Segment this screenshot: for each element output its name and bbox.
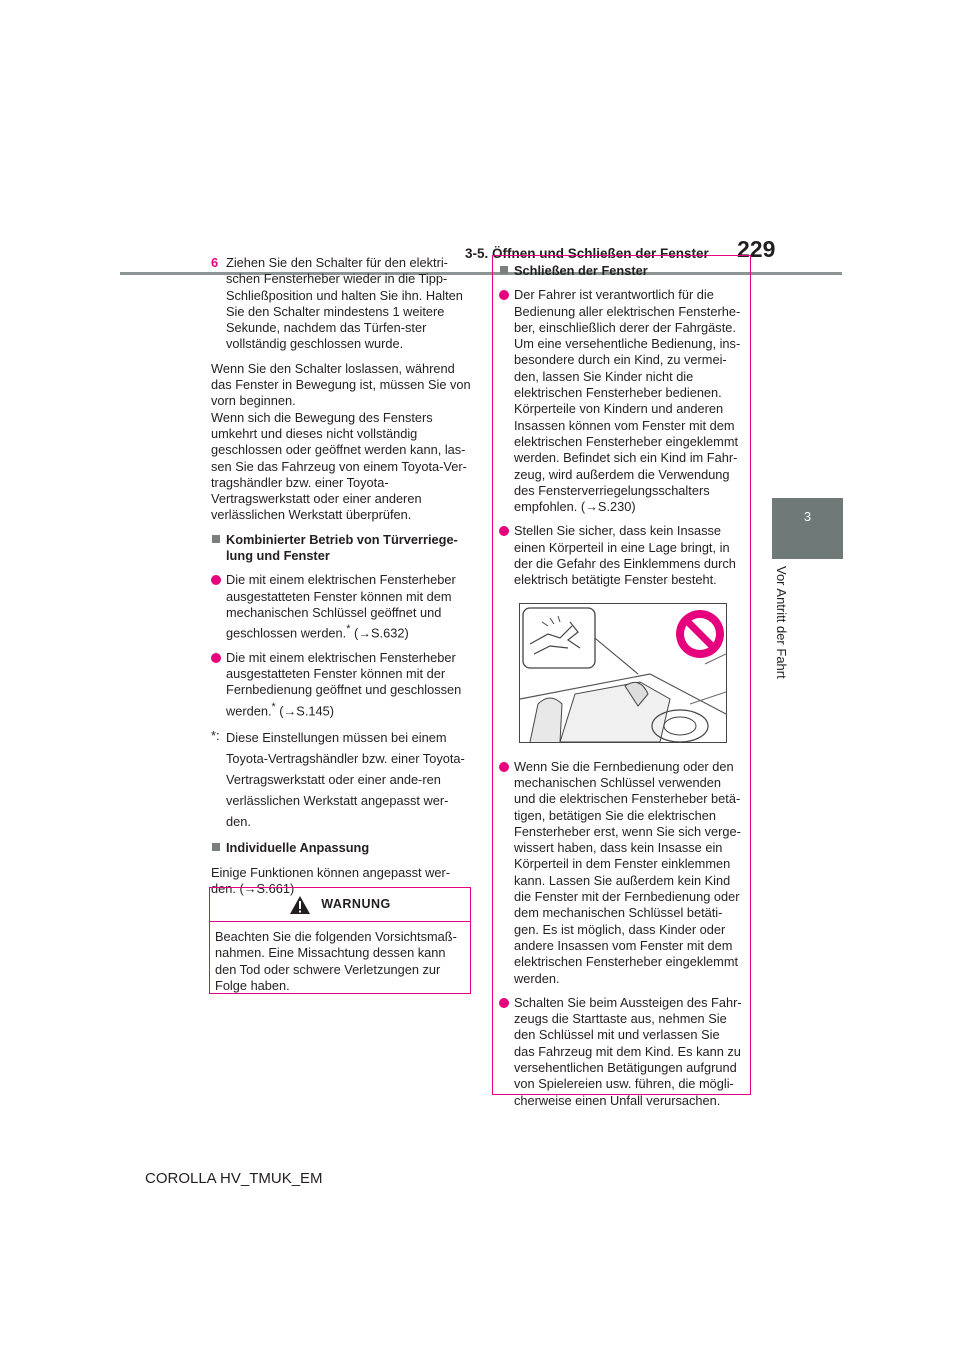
chapter-label (769, 566, 809, 716)
footnote-mark: *: (211, 728, 220, 744)
section-heading-custom: Individuelle Anpassung (211, 840, 471, 856)
section-heading-combined: Kombinierter Betrieb von Türverriege-lung und Fenster (211, 532, 471, 565)
chapter-label-text: Vor Antritt der Fahrt (774, 566, 789, 679)
bullet-item (499, 995, 743, 1109)
bullet-text: Die mit einem elektrischen Fensterheber ausgestatteten Fenster können mit der Fernbedienung geöffnet und geschlossen werden. (226, 649, 462, 718)
window-pinch-illustration (519, 603, 727, 743)
bullet-item (211, 650, 471, 719)
window-pinch-drawing (520, 604, 726, 742)
page-number: 229 (737, 236, 776, 262)
paragraph: Wenn Sie den Schalter loslassen, während das Fenster in Bewegung ist, müssen Sie von vorn beginnen. (211, 360, 471, 409)
bullet-item (499, 287, 743, 515)
footnote-asterisk: * (346, 623, 351, 636)
warning-triangle-icon (289, 895, 311, 915)
bullet-dot-icon (499, 526, 509, 536)
caution-box (492, 255, 751, 1108)
footnote-text: Diese Einstellungen müssen bei einem Toyota-Vertragshändler bzw. einer Toyota-Vertragswerkstatt oder einer ande-ren verlässlichen Werkstatt angepasst wer-den. (226, 730, 465, 830)
warning-text: Beachten Sie die folgenden Vorsichtsmaß-nahmen. Eine Missachtung dessen kann den Tod oder schwere Verletzungen zur Folge haben. (215, 929, 457, 993)
bullet-item (499, 523, 743, 588)
warning-header (210, 888, 470, 922)
bullet-text: Stellen Sie sicher, dass kein Insasse einen Körperteil in eine Lage bringt, in der die Gefahr des Einklemmens durch elektrisch betätigte Fenster besteht. (514, 523, 736, 588)
section-title: 3-5. Öffnen und Schließen der Fenster (465, 246, 709, 261)
paragraph: Wenn sich die Bewegung des Fensters umkehrt und dieses nicht vollständig geschlossen oder geöffnet werden kann, las-sen Sie das Fahrzeug von einem Toyota-Ver-tragshändler bzw. einer Toyota-Vertragswerkstatt oder einer anderen verlässlichen Werkstatt überprüfen. (211, 409, 467, 523)
bullet-text: Die mit einem elektrischen Fensterheber ausgestatteten Fenster können mit dem mechanischen Schlüssel geöffnet und geschlossen werden. (226, 572, 456, 641)
chapter-number: 3 (803, 509, 812, 524)
bullet-dot-icon (499, 290, 509, 300)
paragraph: Einige Funktionen können angepasst wer-den. (→S.661) (211, 864, 451, 896)
bullet-dot-icon (499, 998, 509, 1008)
page-reference: (→S.632) (353, 625, 409, 641)
bullet-dot-icon (211, 653, 221, 663)
bullet-text: Der Fahrer ist verantwortlich für die Bedienung aller elektrischen Fensterhe-ber, einschließlich derer der Fahrgäste. Um eine versehentliche Bedienung, ins-besondere durch ein Kind, zu vermei-den, lassen Sie Kinder nicht die elektrischen Fensterheber bedienen. Körperteile von Kindern und anderen Insassen können vom Fenster mit dem elektrischen Fensterheber eingeklemmt werden. Befindet sich ein Kind im Fahr-zeug, wird außerdem die Verwendung des Fensterverriegelungsschalters empfohlen. (→S.230) (514, 287, 741, 515)
footnote-asterisk: * (271, 700, 276, 713)
bullet-item (499, 759, 743, 987)
bullet-item (211, 572, 471, 641)
page-reference: (→S.145) (279, 702, 335, 718)
warning-box (209, 887, 471, 994)
left-column (211, 255, 471, 905)
step-number: 6 (211, 255, 219, 270)
step-text: Ziehen Sie den Schalter für den elektri-schen Fensterheber wieder in die Tipp-Schließposition und halten Sie ihn. Halten Sie den Schalter mindestens 1 weitere Sekunde, nachdem das Türfen-ster vollständig geschlossen wurde. (226, 255, 463, 352)
chapter-tab (772, 498, 843, 559)
footer-model: COROLLA HV_TMUK_EM (145, 1170, 323, 1187)
bullet-dot-icon (211, 575, 221, 585)
caution-heading: Schließen der Fenster (499, 263, 743, 279)
warning-title: WARNUNG (321, 897, 391, 911)
step-6 (211, 255, 471, 353)
bullet-text: Wenn Sie die Fernbedienung oder den mechanischen Schlüssel verwenden und die elektrischen Fensterheber betä-tigen, betätigen Sie die elektrischen Fensterheber erst, wenn Sie sich verge-wissert haben, dass kein Insasse ein Körperteil in dem Fenster einklemmen kann. Lassen Sie außerdem kein Kind die Fenster mit der Fernbedienung oder dem mechanischen Schlüssel betäti-gen. Es ist möglich, dass Kinder oder andere Insassen vom Fenster mit dem elektrischen Fensterheber eingeklemmt werden. (514, 758, 741, 986)
footnote (211, 727, 471, 832)
bullet-dot-icon (499, 762, 509, 772)
bullet-text: Schalten Sie beim Aussteigen des Fahr-zeugs die Starttaste aus, nehmen Sie den Schlüssel mit und verlassen Sie das Fahrzeug mit dem Kind. Es kann zu versehentlichen Betätigungen aufgrund von Spielereien usw. führen, die mögli-cherweise einen Unfall verursachen. (514, 994, 742, 1108)
